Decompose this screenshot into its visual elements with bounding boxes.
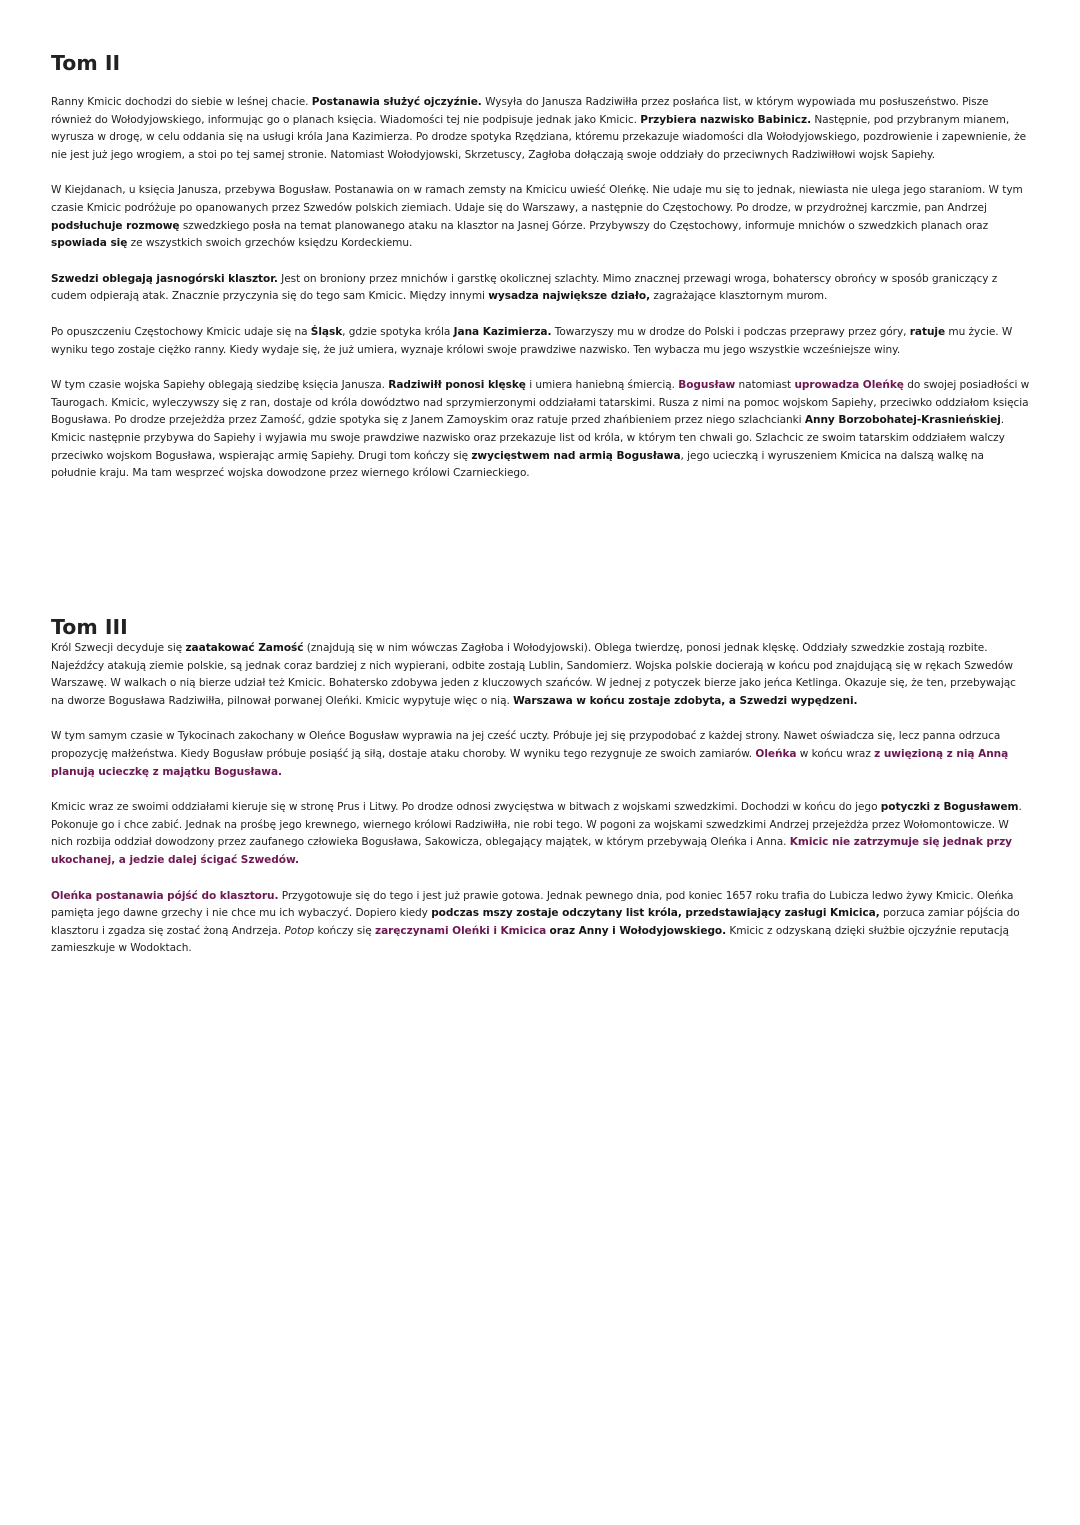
text-run: (znajdują się w nim wówczas Zagłoba i Wołodyjowski). Oblega twierdzę, ponosi jednak klęskę. Oddziały szwedzkie zostają rozbite. Najeźdźcy atakują ziemie polskie, są jednak coraz bardziej z nich wypierani, odbite zostają Lublin, Sandomierz. Wojska polskie docierają w końcu pod znajdującą się w rękach Szwedów Warszawę. W walkach o nią bierze udział też Kmicic. Bohatersko zdobywa jeden z kluczowych szańców. W jednej z potyczek bierze jako jeńca Ketlinga. Okazuje się, że ten, przebywając na dworze Bogusława Radziwiłła, pilnował porwanej Oleńki. Kmicic wypytuje więc o nią. [51, 642, 1016, 707]
text-run: natomiast [735, 379, 795, 392]
section-tom-2 [51, 48, 1031, 483]
highlighted-text: Bogusław [678, 379, 736, 392]
bold-text: Przybiera nazwisko Babinicz. [640, 113, 812, 126]
highlighted-text: uprowadza Oleńkę [794, 379, 904, 392]
section-body [51, 640, 1031, 958]
text-run: Jest on broniony przez mnichów i garstkę okolicznej szlachty. Mimo znacznej przewagi wroga, bohaterscy obrońcy w sposób graniczący z cudem odpierają atak. Znacznie przyczynia się do tego sam Kmicic. Między innymi [51, 272, 998, 303]
text-run: i umiera haniebną śmiercią. [525, 379, 679, 392]
text-run: Wysyła do Janusza Radziwiłła przez posłańca list, w którym wypowiada mu posłuszeństwo. Pisze również do Wołodyjowskiego, informując go o planach księcia. Wiadomości tej nie podpisuje jednak jako Kmicic. [51, 96, 989, 126]
text-run: W tym samym czasie w Tykocinach zakochany w Oleńce Bogusław wyprawia na jej cześć uczty. Próbuje jej się przypodobać z każdej strony. Nawet oświadcza się, lecz panna odrzuca propozycję małżeństwa. Kiedy Bogusław próbuje posiąść ją siłą, dostaje ataku choroby. W wyniku tego rezygnuje ze swoich zamiarów. [51, 730, 1001, 760]
text-run: , jego ucieczką i wyruszeniem Kmicica na dalszą walkę na południe kraju. Ma tam wesprzeć wojska dowodzone przez wiernego królowi Czarnieckiego. [51, 449, 984, 480]
paragraph [51, 377, 1031, 483]
document-page [51, 48, 1031, 955]
paragraph [51, 728, 1031, 781]
bold-text: podsłuchuje rozmowę [51, 219, 180, 232]
bold-text: oraz Anny i Wołodyjowskiego. [549, 924, 727, 937]
paragraph [51, 94, 1031, 164]
text-run: Kmicic wraz ze swoimi oddziałami kieruje się w stronę Prus i Litwy. Po drodze odnosi zwycięstwa w bitwach z wojskami szwedzkimi. Dochodzi w końcu do jego [51, 801, 881, 814]
bold-text: ratuje [909, 325, 946, 338]
text-run: w końcu wraz [796, 747, 875, 760]
italic-text: Potop [284, 924, 315, 937]
bold-text: Jana Kazimierza. [453, 325, 552, 338]
text-run: Przygotowuje się do tego i jest już prawie gotowa. Jednak pewnego dnia, pod koniec 1657 roku trafia do Lubicza ledwo żywy Kmicic. Oleńka pamięta jego dawne grzechy i nie chce mu ich wybaczyć. Dopiero kiedy [51, 889, 1014, 920]
text-run: Król Szwecji decyduje się [51, 642, 186, 654]
text-run: kończy się [314, 924, 375, 937]
section-tom-3 [51, 612, 1031, 976]
bold-text: Śląsk [310, 325, 343, 338]
paragraph [51, 799, 1031, 869]
highlighted-text: Oleńka [755, 747, 797, 760]
text-run: Kmicic z odzyskaną dzięki służbie ojczyźnie reputacją zamieszkuje w Wodoktach. [51, 924, 1009, 955]
section-title: Tom II [51, 51, 121, 75]
highlighted-text: zaręczynami Oleńki i Kmicica [375, 924, 547, 937]
text-run: , gdzie spotyka króla [342, 325, 454, 338]
text-run: Ranny Kmicic dochodzi do siebie w leśnej chacie. [51, 96, 312, 108]
bold-text: Postanawia służyć ojczyźnie. [311, 96, 482, 108]
bold-text: wysadza największe działo, [488, 290, 651, 303]
bold-text: Radziwiłł ponosi klęskę [388, 379, 526, 392]
highlighted-text: z uwięzioną z nią Anną planują ucieczkę z majątku Bogusława. [51, 747, 1009, 778]
text-run: W Kiejdanach, u księcia Janusza, przebywa Bogusław. Postanawia on w ramach zemsty na Kmicicu uwieść Oleńkę. Nie udaje mu się to jednak, niewiasta nie ulega jego staraniom. W tym czasie Kmicic podróżuje po opanowanych przez Szwedów polskich ziemiach. Udaje się do Warszawy, a następnie do Częstochowy. Po drodze, w przydrożnej karczmie, pan Andrzej [51, 184, 1023, 214]
text-run: . Kmicic następnie przybywa do Sapiehy i wyjawia mu swoje prawdziwe nazwisko oraz przekazuje list od króla, w którym ten chwali go. Szlachcic ze swoim tatarskim oddziałem walczy przeciwko wojskom Bogusława, wspierając armię Sapiehy. Drugi tom kończy się [51, 414, 1005, 462]
bold-text: Anny Borzobohatej-Krasnieńskiej [804, 414, 1001, 427]
bold-text: podczas mszy zostaje odczytany list króla, przedstawiający zasługi Kmicica, [431, 907, 880, 920]
text-run: mu życie. W wyniku tego zostaje ciężko ranny. Kiedy wydaje się, że już umiera, wyznaje królowi swoje prawdziwe nazwisko. Ten wybacza mu jego wszystkie wcześniejsze winy. [51, 325, 1013, 356]
paragraph [51, 182, 1031, 252]
bold-text: Szwedzi oblegają jasnogórski klasztor. [51, 272, 278, 285]
paragraph [51, 640, 1031, 710]
bold-text: spowiada się [51, 237, 128, 250]
paragraph [51, 888, 1031, 958]
bold-text: zwycięstwem nad armią Bogusława [471, 449, 681, 462]
bold-text: zaatakować Zamość [185, 642, 304, 654]
text-run: . Pokonuje go i chce zabić. Jednak na prośbę jego krewnego, wiernego królowi Radziwiłła, nie robi tego. W pogoni za wojskami szwedzkimi Andrzej przejeżdża przez Wołomontowicze. W nich rozbija oddział dowodzony przez zaufanego człowieka Bogusława, Sakowicza, oblegający majątek, w którym przebywają Oleńka i Anna. [51, 801, 1022, 849]
text-run: W tym czasie wojska Sapiehy oblegają siedzibę księcia Janusza. [51, 379, 389, 392]
highlighted-text: Oleńka postanawia pójść do klasztoru. [51, 889, 279, 902]
text-run: zagrażające klasztornym murom. [650, 290, 828, 303]
paragraph [51, 324, 1031, 359]
bold-text: Warszawa w końcu zostaje zdobyta, a Szwedzi wypędzeni. [513, 694, 858, 707]
text-run: do swojej posiadłości w Taurogach. Kmicic, wyleczywszy się z ran, dostaje od króla dowództwo nad sprzymierzonymi oddziałami tatarskimi. Rusza z nimi na pomoc wojskom Sapiehy, przeciwko oddziałom księcia Bogusława. Po drodze przejeżdża przez Zamość, gdzie spotyka się z Janem Zamoyskim oraz ratuje przed zhańbieniem przez niego szlachcianki [51, 379, 1030, 427]
text-run: szwedzkiego posła na temat planowanego ataku na klasztor na Jasnej Górze. Przybywszy do Częstochowy, informuje mnichów o szwedzkich planach oraz [179, 219, 989, 232]
text-run: ze wszystkich swoich grzechów księdzu Kordeckiemu. [127, 237, 413, 250]
text-run: Po opuszczeniu Częstochowy Kmicic udaje się na [51, 325, 311, 338]
text-run: Następnie, pod przybranym mianem, wyrusza w drogę, w celu oddania się na usługi króla Jana Kazimierza. Po drodze spotyka Rzędziana, któremu przekazuje wiadomości dla Wołodyjowskiego, pozdrowienie i zapewnienie, że nie jest już jego wrogiem, a stoi po tej samej stronie. Natomiast Wołodyjowski, Skrzetuscy, Zagłoba dołączają swoje oddziały do przeciwnych Radziwiłłowi wojsk Sapiehy. [51, 113, 1027, 161]
section-body [51, 94, 1031, 483]
text-run: Towarzyszy mu w drodze do Polski i podczas przeprawy przez góry, [551, 325, 910, 338]
section-title: Tom III [51, 615, 128, 639]
highlighted-text: Kmicic nie zatrzymuje się jednak przy ukochanej, a jedzie dalej ścigać Szwedów. [51, 836, 1012, 866]
text-run: porzuca zamiar pójścia do klasztoru i zgadza się zostać żoną Andrzeja. [51, 907, 1020, 937]
bold-text: potyczki z Bogusławem [880, 801, 1019, 814]
paragraph [51, 271, 1031, 306]
